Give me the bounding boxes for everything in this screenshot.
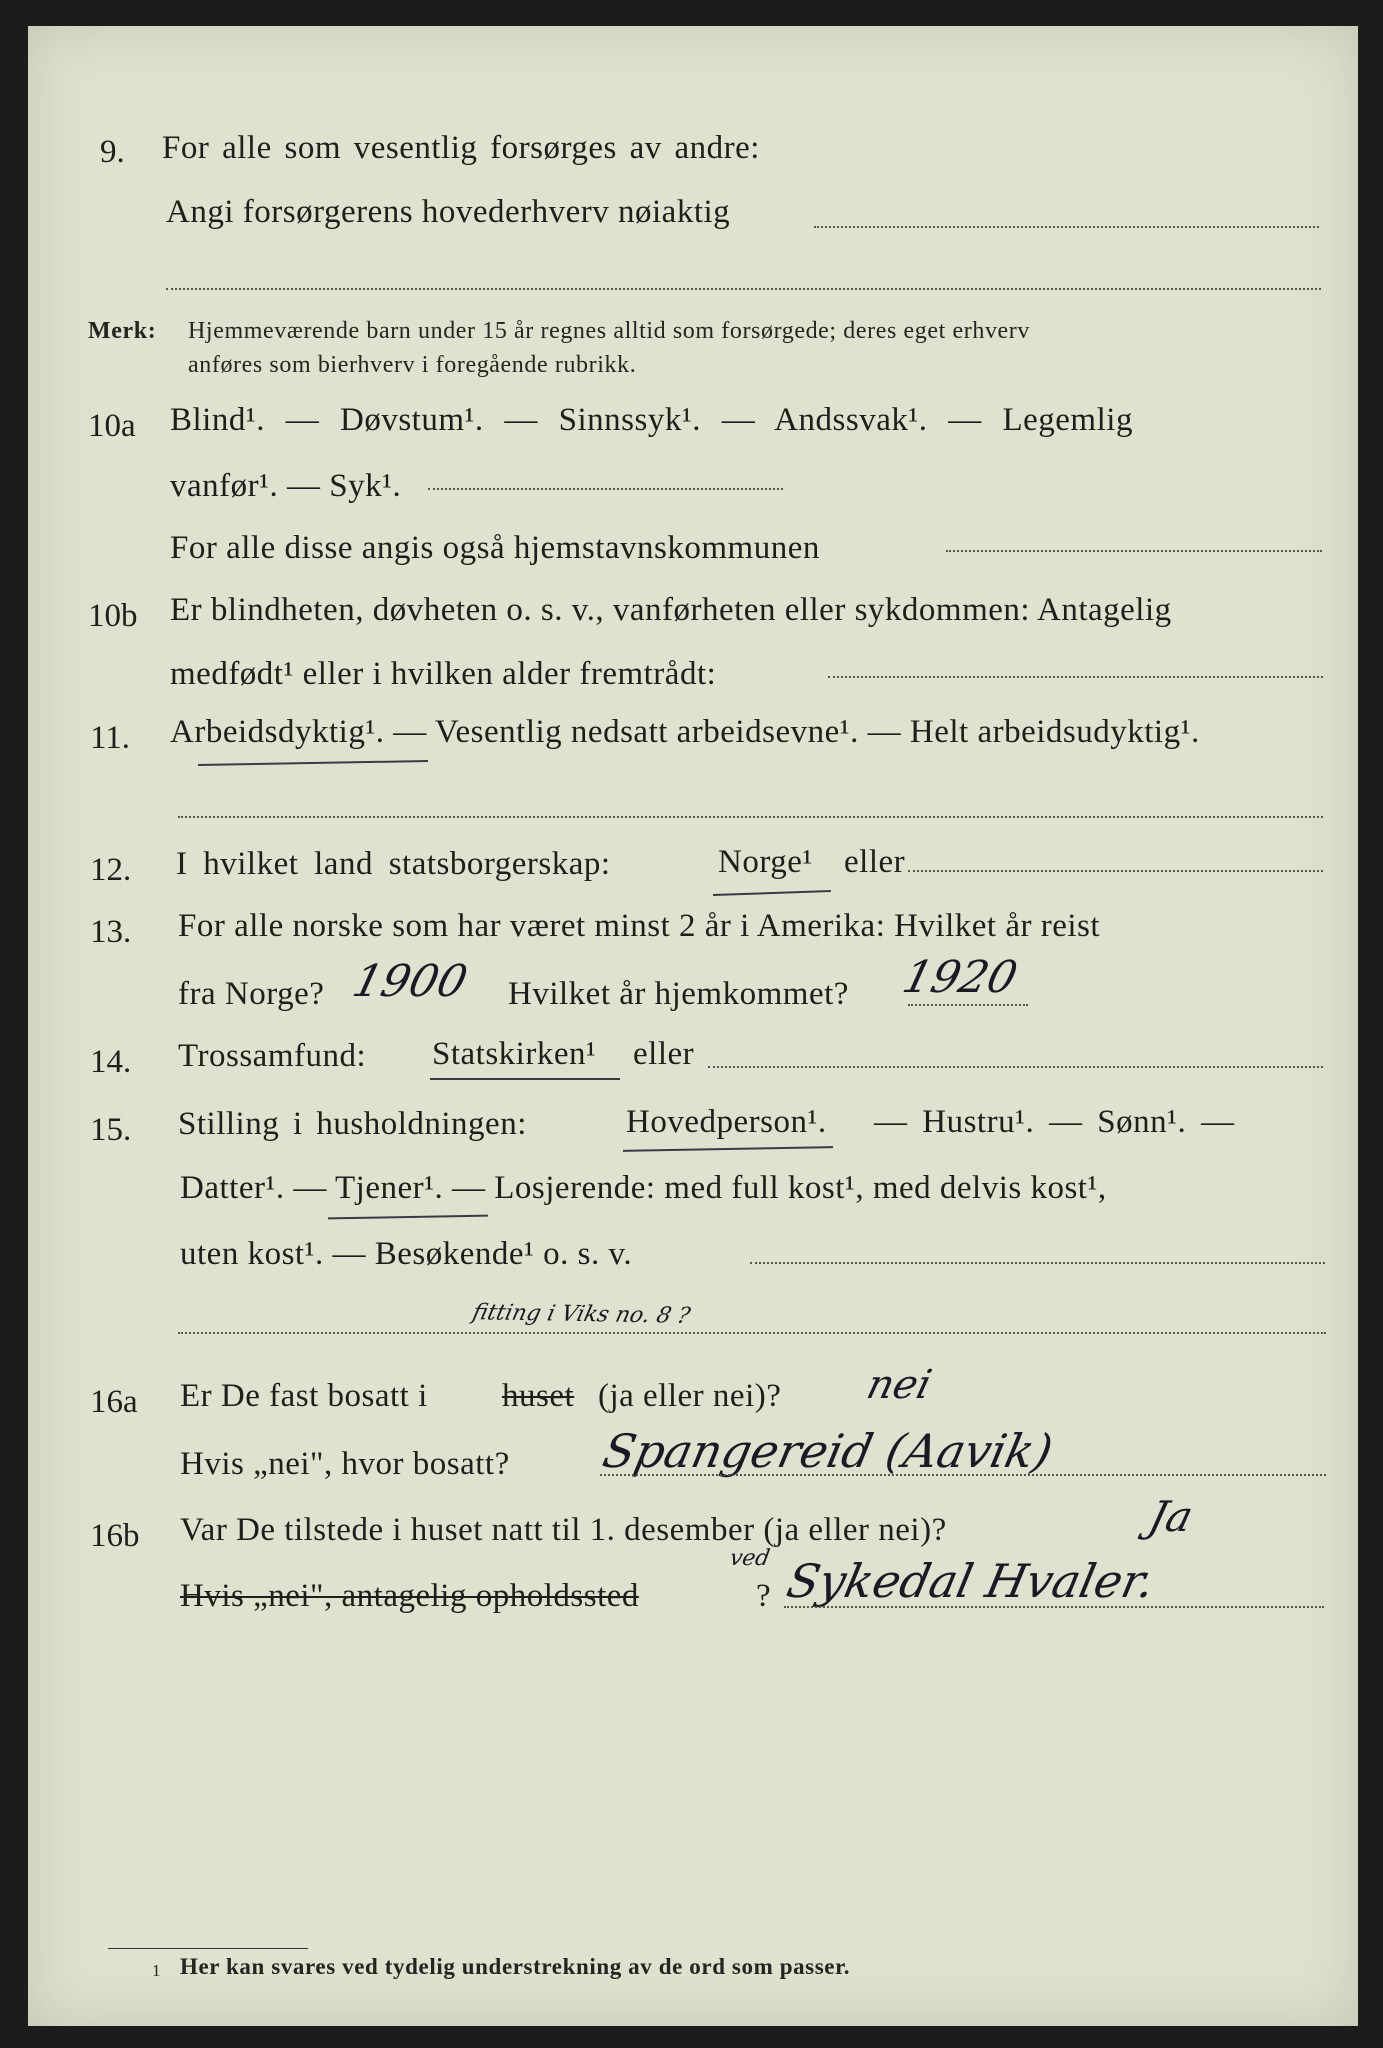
q10a-line1: Blind¹. — Døvstum¹. — Sinnssyk¹. — Andssvak¹. — Legemlig (170, 402, 1133, 438)
q13-line2a: fra Norge? (178, 976, 325, 1012)
q10b-line2: medfødt¹ eller i hvilken alder fremtrådt: (170, 656, 717, 692)
q14-tail: eller (633, 1036, 695, 1072)
footnote-mark: 1 (152, 1961, 162, 1980)
q16a-line1a: Er De fast bosatt i (180, 1378, 428, 1414)
q13-number: 13. (90, 914, 132, 950)
q15-answer-line (750, 1262, 1325, 1264)
footnote-rule (108, 1948, 308, 1949)
q12-answer-line (908, 870, 1323, 872)
q16b-number: 16b (90, 1518, 140, 1554)
q10b-answer-line (828, 676, 1323, 678)
q12-option-norge: Norge¹ (718, 844, 813, 880)
q16a-line2: Hvis „nei", hvor bosatt? (180, 1446, 510, 1482)
q14-option-statskirken: Statskirken¹ (432, 1036, 597, 1072)
q9-line1: For alle som vesentlig forsørges av andre: (162, 130, 760, 166)
q11-number: 11. (90, 720, 131, 756)
q10b-line1: Er blindheten, døvheten o. s. v., vanførheten eller sykdommen: Antagelig (170, 592, 1172, 628)
q14-answer-line (708, 1066, 1323, 1068)
q10a-answer-line-2 (946, 550, 1322, 552)
q11-answer-line (178, 816, 1323, 818)
q15-line1b: — Hustru¹. — Sønn¹. — (874, 1104, 1235, 1140)
q16a-annotation: fitting i Viks no. 8 ? (470, 1300, 693, 1329)
q15-underline-hovedperson (623, 1146, 833, 1152)
q16a-struck-huset: huset (502, 1378, 575, 1414)
q15-answer-line-2 (178, 1332, 1326, 1334)
q10a-line2: vanfør¹. — Syk¹. (170, 468, 402, 504)
q16b-struck-line: Hvis „nei", antagelig opholdssted (180, 1578, 639, 1614)
q16b-answer-ja: Ja (1143, 1492, 1198, 1541)
q12-number: 12. (90, 852, 132, 888)
q15-line1a: Stilling i husholdningen: (178, 1106, 527, 1142)
q14-number: 14. (90, 1044, 132, 1080)
q13-answer-line (908, 1004, 1028, 1006)
merk-label: Merk: (88, 318, 157, 344)
q15-line3: uten kost¹. — Besøkende¹ o. s. v. (180, 1236, 633, 1272)
q10a-line3: For alle disse angis også hjemstavnskommunen (170, 530, 820, 566)
q16a-answer-place: Spangereid (Aavik) (598, 1424, 1058, 1478)
q9-line2: Angi forsørgerens hovederhverv nøiaktig (166, 194, 731, 230)
q16b-qmark: ? (756, 1578, 772, 1614)
q15-option-hovedperson: Hovedperson¹. (626, 1104, 827, 1140)
q15-underline-tjener (328, 1215, 488, 1220)
q16a-number: 16a (90, 1384, 138, 1420)
q16a-answer-line (600, 1474, 1326, 1476)
q13-line2b: Hvilket år hjemkommet? (508, 976, 849, 1012)
q15-line2: Datter¹. — Tjener¹. — Losjerende: med full kost¹, med delvis kost¹, (180, 1170, 1107, 1206)
q9-answer-line-2 (166, 288, 1321, 290)
q16a-line1b: (ja eller nei)? (598, 1378, 782, 1414)
merk-line2: anføres som bierhverv i foregående rubrikk. (188, 352, 637, 378)
q16a-answer-nei: nei (862, 1362, 936, 1408)
q12-tail: eller (844, 844, 906, 880)
q11-line1: Arbeidsdyktig¹. — Vesentlig nedsatt arbeidsevne¹. — Helt arbeidsudyktig¹. (170, 714, 1200, 750)
q13-line1: For alle norske som har været minst 2 år i Amerika: Hvilket år reist (178, 908, 1101, 944)
q16b-answer-line (784, 1606, 1324, 1608)
q16b-answer-ved: ved (727, 1546, 772, 1571)
q10a-number: 10a (88, 408, 136, 444)
merk-line1: Hjemmeværende barn under 15 år regnes alltid som forsørgede; deres eget erhverv (188, 318, 1031, 344)
footnote-text: Her kan svares ved tydelig understrekning av de ord som passer. (180, 1954, 851, 1979)
q16b-answer-place: Sykedal Hvaler. (782, 1554, 1160, 1608)
q16b-line1: Var De tilstede i huset natt til 1. desember (ja eller nei)? (180, 1512, 947, 1548)
q9-answer-line (814, 226, 1319, 228)
q14-underline-statskirken (430, 1078, 620, 1080)
q11-underline-arbeidsdyktig (198, 760, 428, 766)
q15-number: 15. (90, 1112, 132, 1148)
q9-number: 9. (100, 134, 125, 170)
q13-answer-left-norway: 1900 (347, 956, 473, 1007)
q10b-number: 10b (88, 598, 138, 634)
q13-answer-returned: 1920 (897, 952, 1023, 1003)
census-form-page (28, 26, 1358, 2026)
q12-underline-norge (713, 890, 831, 896)
q12-text: I hvilket land statsborgerskap: (176, 846, 611, 882)
q10a-answer-line (428, 488, 783, 490)
q14-text: Trossamfund: (178, 1038, 367, 1074)
